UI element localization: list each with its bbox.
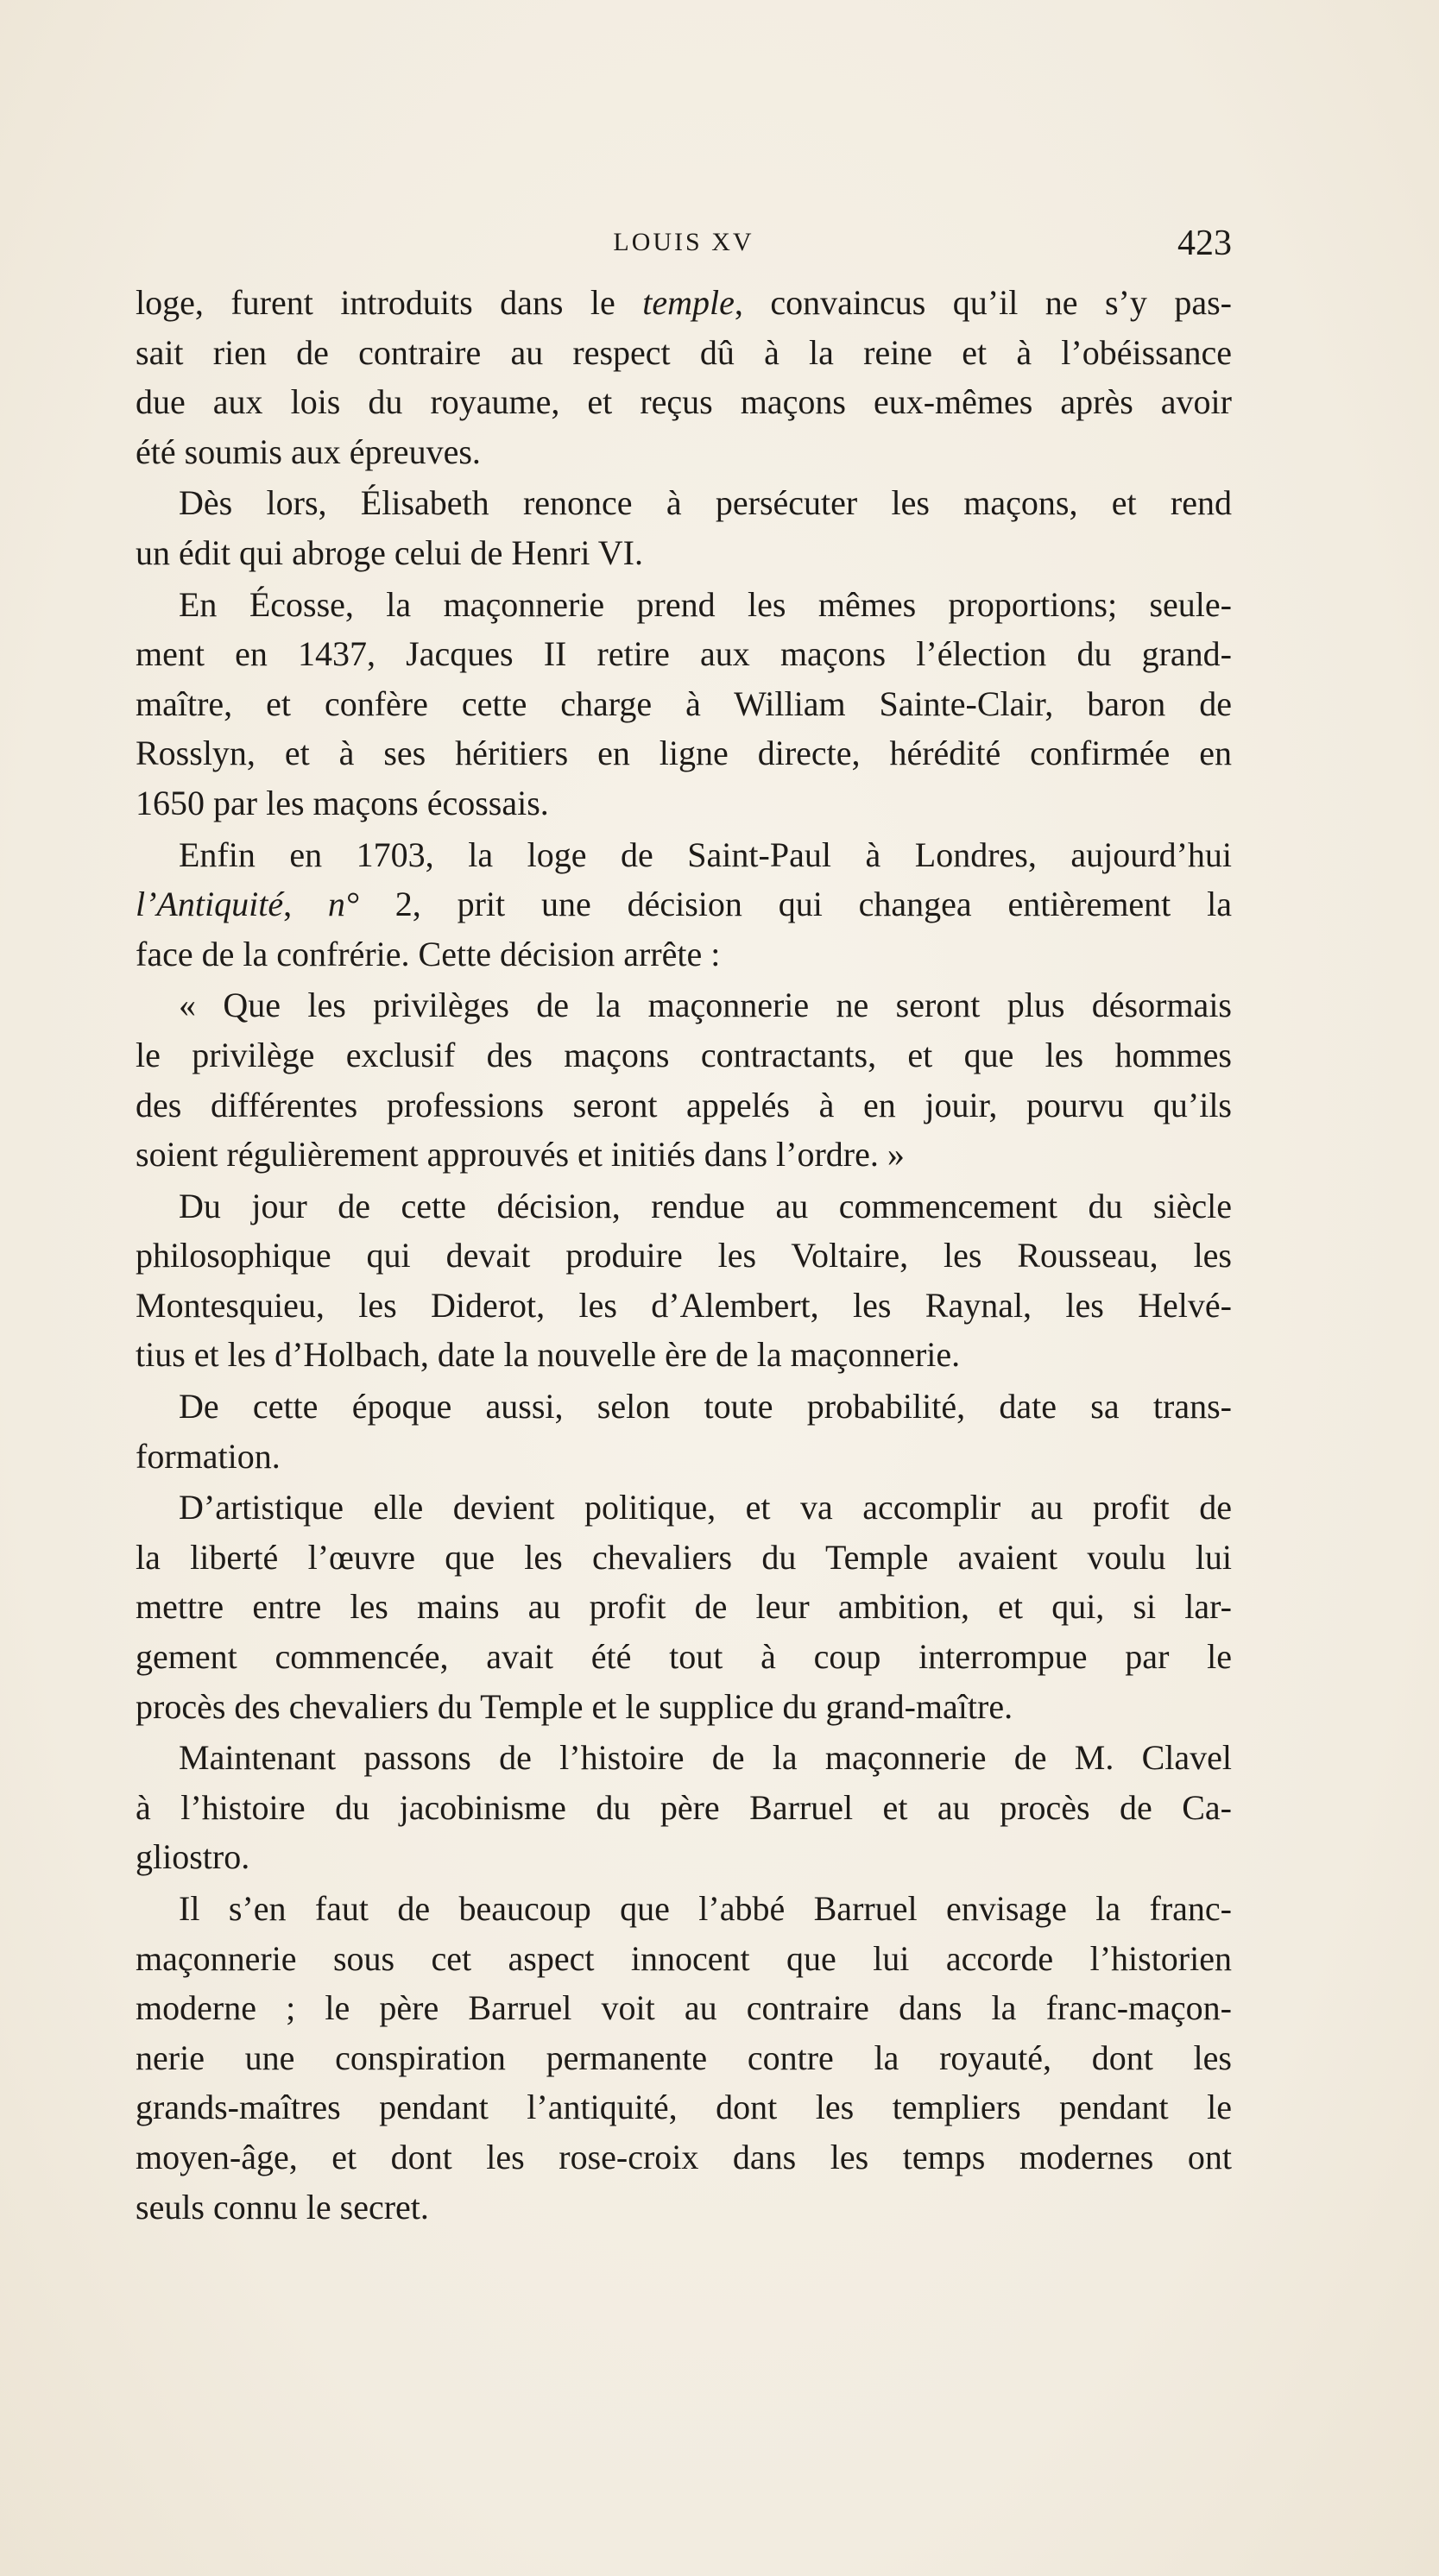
text-line: nerie une conspiration permanente contre la royauté, dont les bbox=[136, 2037, 1232, 2077]
text-line: En Écosse, la maçonnerie prend les mêmes proportions; seule- bbox=[179, 584, 1232, 624]
text-line: moyen-âge, et dont les rose-croix dans les temps modernes ont bbox=[136, 2137, 1232, 2176]
text-line: De cette époque aussi, selon toute probabilité, date sa trans- bbox=[179, 1387, 1232, 1427]
quote-line: soient régulièrement approuvés et initiés dans l’ordre. » bbox=[136, 1135, 905, 1175]
text-line: grands-maîtres pendant l’antiquité, dont les templiers pendant le bbox=[136, 2088, 1232, 2127]
text-line: sait rien de contraire au respect dû à la reine et à l’obéissance bbox=[136, 332, 1232, 372]
text-line: Montesquieu, les Diderot, les d’Alembert, les Raynal, les Helvé- bbox=[136, 1285, 1232, 1325]
text-line: D’artistique elle devient politique, et va accomplir au profit de bbox=[179, 1488, 1232, 1527]
text-line: gement commencée, avait été tout à coup interrompue par le bbox=[136, 1637, 1232, 1677]
text-line: Il s’en faut de beaucoup que l’abbé Barruel envisage la franc- bbox=[179, 1889, 1232, 1928]
text-line: mettre entre les mains au profit de leur ambition, et qui, si lar- bbox=[136, 1587, 1232, 1627]
text-line: moderne ; le père Barruel voit au contraire dans la franc-maçon- bbox=[136, 1988, 1232, 2028]
text-line: Maintenant passons de l’histoire de la maçonnerie de M. Clavel bbox=[179, 1738, 1232, 1778]
text-line: formation. bbox=[136, 1436, 281, 1476]
text-line: un édit qui abroge celui de Henri VI. bbox=[136, 532, 643, 572]
text-line: Du jour de cette décision, rendue au commencement du siècle bbox=[179, 1186, 1232, 1225]
body-text bbox=[136, 278, 1232, 2232]
text-line: seuls connu le secret. bbox=[136, 2187, 429, 2226]
text-line: philosophique qui devait produire les Voltaire, les Rousseau, les bbox=[136, 1236, 1232, 1275]
text-line: maître, et confère cette charge à William Sainte-Clair, baron de bbox=[136, 683, 1232, 723]
italic-abbrev: n° bbox=[327, 885, 359, 924]
running-head bbox=[136, 223, 1232, 266]
text-line: gliostro. bbox=[136, 1837, 250, 1877]
text-line: l’Antiquité, n° 2, prit une décision qui changea entièrement la bbox=[136, 885, 1233, 924]
italic-title: l’Antiquité bbox=[136, 885, 284, 924]
text-line: 1650 par les maçons écossais. bbox=[136, 783, 549, 822]
text-line: tius et les d’Holbach, date la nouvelle ère de la maçonnerie. bbox=[136, 1335, 961, 1375]
text-line: ment en 1437, Jacques II retire aux maçons l’élection du grand- bbox=[136, 634, 1232, 674]
quote-line: « Que les privilèges de la maçonnerie ne seront plus désormais bbox=[179, 986, 1232, 1025]
quote-line: le privilège exclusif des maçons contractants, et que les hommes bbox=[136, 1035, 1232, 1074]
italic-word: temple bbox=[642, 283, 735, 322]
text-line: Dès lors, Élisabeth renonce à persécuter les maçons, et rend bbox=[179, 483, 1232, 523]
text-line: maçonnerie sous cet aspect innocent que lui accorde l’historien bbox=[136, 1938, 1232, 1978]
running-title: LOUIS XV bbox=[613, 228, 754, 256]
text-line: procès des chevaliers du Temple et le supplice du grand-maître. bbox=[136, 1686, 1013, 1726]
page-number: 423 bbox=[1177, 224, 1232, 263]
quote-line: des différentes professions seront appelés à en jouir, pourvu qu’ils bbox=[136, 1085, 1232, 1124]
text-line: à l’histoire du jacobinisme du père Barruel et au procès de Ca- bbox=[136, 1787, 1232, 1827]
text-line: été soumis aux épreuves. bbox=[136, 431, 481, 471]
text-line: Rosslyn, et à ses héritiers en ligne directe, hérédité confirmée en bbox=[136, 734, 1232, 773]
text-line: face de la confrérie. Cette décision arrête : bbox=[136, 934, 721, 973]
text-line: la liberté l’œuvre que les chevaliers du Temple avaient voulu lui bbox=[136, 1537, 1232, 1577]
text-line: loge, furent introduits dans le temple, convaincus qu’il ne s’y pas- bbox=[136, 283, 1232, 322]
text-line: Enfin en 1703, la loge de Saint-Paul à Londres, aujourd’hui bbox=[179, 835, 1232, 874]
text-line: due aux lois du royaume, et reçus maçons eux-mêmes après avoir bbox=[136, 382, 1232, 422]
